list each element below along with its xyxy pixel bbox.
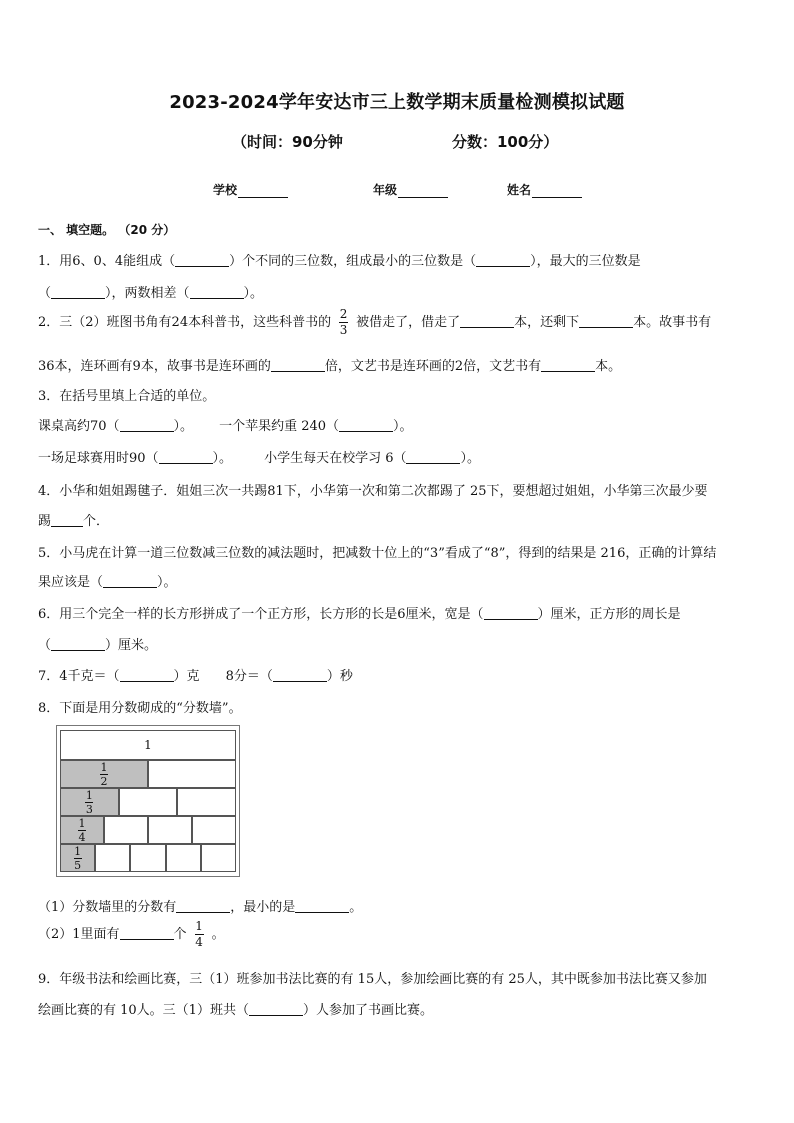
fraction-label [85, 790, 93, 815]
q1-text-e: ），两数相差（ [105, 286, 190, 301]
exam-time: （时间：90分钟 [232, 133, 343, 151]
question-8-part-2 [38, 920, 225, 949]
q2-text-b: 被借走了，借走了 [356, 315, 461, 330]
q3-blank-4[interactable] [406, 449, 460, 464]
q1-text-f: ）。 [243, 286, 264, 301]
q7-text-c: 8分＝（ [225, 669, 273, 684]
q3-blank-3[interactable] [159, 449, 213, 464]
question-3-intro: 3．在括号里填上合适的单位。 [38, 389, 216, 404]
fraction-wall-cell [148, 760, 236, 788]
fraction-wall-row [60, 844, 236, 872]
fraction-wall-cell [60, 788, 119, 816]
q1-blank-2[interactable] [476, 252, 530, 267]
fraction-wall-cell-label [61, 845, 94, 871]
q2-fraction [339, 308, 348, 337]
q2-frac-num: 2 [339, 307, 348, 321]
fraction-wall-cell [177, 788, 236, 816]
question-3-line-2 [38, 447, 480, 466]
q3-text-a3: 一个苹果约重 240（ [219, 419, 340, 434]
question-3-line-1 [38, 415, 413, 434]
q5-text-c: ）。 [157, 575, 177, 590]
q8-text-p1c: 。 [349, 900, 363, 915]
grade-label: 年级 [373, 183, 398, 197]
q7-blank-1[interactable] [120, 667, 174, 682]
fraction-wall-cell-whole [60, 730, 236, 760]
q8-blank-3[interactable] [120, 925, 174, 940]
q5-blank-1[interactable] [103, 573, 157, 588]
fraction-numerator: 1 [78, 816, 86, 830]
question-2-line-1 [38, 308, 711, 337]
q8-fraction [195, 920, 204, 949]
q2-text-e: 36本，连环画有9本，故事书是连环画的 [38, 359, 271, 374]
q4-text-c: 个． [83, 514, 110, 529]
grade-field [373, 181, 448, 198]
q7-text-b: ）克 [173, 669, 200, 684]
question-5-line-1: 5．小马虎在计算一道三位数减三位数的减法题时，把减数十位上的“3”看成了“8”，得到的结果是 216，正确的计算结 [38, 546, 717, 561]
q2-text-g: 本。 [595, 359, 622, 374]
fraction-wall-cell [130, 844, 165, 872]
name-field [507, 181, 582, 198]
q3-text-a2: ）。 [173, 419, 194, 434]
fraction-wall-whole-label: 1 [144, 738, 152, 752]
fraction-label [78, 818, 86, 843]
q8-blank-2[interactable] [295, 898, 349, 913]
question-7-line [38, 665, 353, 684]
page-title: 2023-2024学年安达市三上数学期末质量检测模拟试题 [169, 92, 625, 113]
name-input-line[interactable] [532, 185, 582, 198]
fraction-wall-cell [148, 816, 192, 844]
fraction-wall-row [60, 788, 236, 816]
fraction-wall-cell [60, 844, 95, 872]
school-label: 学校 [213, 183, 238, 197]
question-4-line-1: 4．小华和姐姐踢毽子．姐姐三次一共踢81下，小华第一次和第二次都踢了 25下，要想超过姐姐，小华第三次最少要 [38, 484, 708, 499]
exam-score: 分数：100分） [452, 133, 559, 151]
name-label: 姓名 [507, 183, 532, 197]
fraction-wall-cell [166, 844, 201, 872]
fraction-wall [56, 725, 240, 877]
fraction-wall-cell [95, 844, 130, 872]
q8-frac-den: 4 [195, 935, 203, 949]
question-5-line-2 [38, 571, 177, 590]
fraction-wall-cell [119, 788, 178, 816]
fraction-wall-cell [201, 844, 236, 872]
question-9-line-2 [38, 999, 433, 1018]
fraction-wall-row [60, 760, 236, 788]
q1-blank-1[interactable] [175, 252, 229, 267]
fraction-wall-cell [104, 816, 148, 844]
question-8-part-1 [38, 896, 362, 915]
question-8-intro: 8．下面是用分数砌成的“分数墙”。 [38, 701, 242, 716]
q1-blank-3[interactable] [51, 284, 105, 299]
fraction-label [74, 846, 82, 871]
q8-text-p2b: 个 [173, 927, 187, 942]
q3-text-b3: 小学生每天在校学习 6（ [264, 451, 407, 466]
q3-text-b4: ）。 [460, 451, 480, 466]
fraction-wall-cell [60, 816, 104, 844]
q3-blank-2[interactable] [339, 417, 393, 432]
q5-text-b: 果应该是（ [38, 575, 104, 590]
fraction-denominator: 5 [74, 858, 82, 872]
q2-text-c: 本，还剩下 [514, 315, 580, 330]
question-6-line-2 [38, 634, 157, 653]
q2-text-a: 2．三（2）班图书角有24本科普书，这些科普书的 [38, 315, 332, 330]
fraction-wall-cell-label [61, 761, 147, 787]
q8-text-p1a: （1）分数墙里的分数有 [38, 900, 177, 915]
q3-text-a1: 课桌高约70（ [38, 419, 120, 434]
q3-blank-1[interactable] [120, 417, 174, 432]
fraction-wall-cell [60, 760, 148, 788]
q7-text-a: 7．4千克＝（ [38, 669, 120, 684]
q2-text-d: 本。故事书有 [633, 315, 712, 330]
fraction-denominator: 2 [100, 774, 108, 788]
q2-blank-3[interactable] [271, 357, 325, 372]
q8-blank-1[interactable] [176, 898, 230, 913]
q6-text-d: ）厘米。 [105, 638, 158, 653]
fraction-wall-cell-label [61, 817, 103, 843]
fraction-wall-row-whole [60, 730, 236, 760]
q3-text-a4: ）。 [393, 419, 413, 434]
q2-blank-1[interactable] [460, 313, 514, 328]
fraction-numerator: 1 [85, 788, 93, 802]
fraction-wall-cell-label [61, 789, 118, 815]
question-1-line-2 [38, 282, 263, 301]
fraction-numerator: 1 [74, 844, 82, 858]
question-4-line-2 [38, 510, 109, 529]
q2-blank-4[interactable] [541, 357, 595, 372]
q2-text-f: 倍，文艺书是连环画的2倍，文艺书有 [324, 359, 542, 374]
q1-text-a: 1．用6、0、4能组成（ [38, 254, 176, 269]
school-input-line[interactable] [238, 185, 288, 198]
question-6-line-1 [38, 603, 681, 622]
q6-text-a: 6．用三个完全一样的长方形拼成了一个正方形，长方形的长是6厘米，宽是（ [38, 607, 484, 622]
fraction-wall-row [60, 816, 236, 844]
fraction-label [100, 762, 108, 787]
q7-blank-2[interactable] [273, 667, 327, 682]
q1-text-c: ），最大的三位数是 [530, 254, 641, 269]
q6-text-c: （ [38, 638, 52, 653]
fraction-denominator: 4 [78, 830, 86, 844]
q9-text-c: ）人参加了书画比赛。 [302, 1003, 433, 1018]
section-heading: 一、 填空题。 （20 分） [38, 223, 176, 237]
q4-text-b: 踢 [38, 514, 52, 529]
q1-text-d: （ [38, 286, 52, 301]
q1-blank-4[interactable] [190, 284, 244, 299]
q2-frac-den: 3 [339, 323, 348, 337]
q4-blank-1[interactable] [51, 512, 83, 527]
q2-blank-2[interactable] [579, 313, 633, 328]
q6-blank-1[interactable] [484, 605, 538, 620]
q7-text-d: ）秒 [326, 669, 353, 684]
q6-blank-2[interactable] [51, 636, 105, 651]
q3-text-b1: 一场足球赛用时90（ [38, 451, 159, 466]
q8-text-p1b: ，最小的是 [230, 900, 296, 915]
question-1-line-1 [38, 250, 641, 269]
q9-blank-1[interactable] [249, 1001, 303, 1016]
fraction-denominator: 3 [85, 802, 93, 816]
q6-text-b: ）厘米，正方形的周长是 [537, 607, 681, 622]
q8-frac-num: 1 [195, 919, 203, 933]
question-2-line-2 [38, 355, 621, 374]
school-field [213, 181, 288, 198]
q1-text-b: ）个不同的三位数，组成最小的三位数是（ [229, 254, 477, 269]
q8-text-p2a: （2）1里面有 [38, 927, 120, 942]
q9-text-b: 绘画比赛的有 10人。三（1）班共（ [38, 1003, 249, 1018]
question-9-line-1: 9．年级书法和绘画比赛，三（1）班参加书法比赛的有 15人，参加绘画比赛的有 25人，其中既参加书法比赛又参加 [38, 972, 707, 987]
grade-input-line[interactable] [398, 185, 448, 198]
q8-text-p2c: 。 [211, 927, 225, 942]
fraction-wall-cell [192, 816, 236, 844]
fraction-numerator: 1 [100, 760, 108, 774]
q3-text-b2: ）。 [212, 451, 233, 466]
